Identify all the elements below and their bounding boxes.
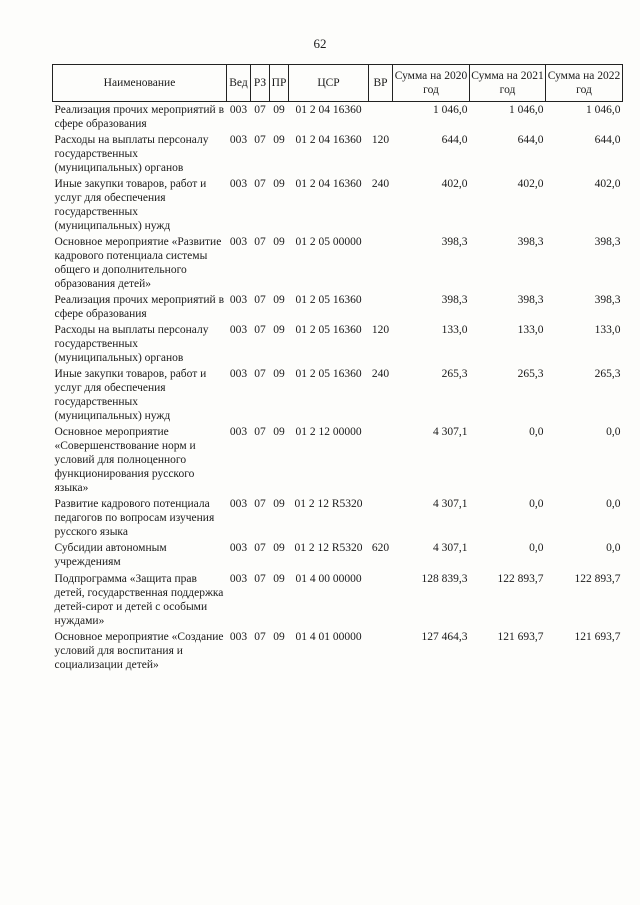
cell-csr: 01 2 05 00000 <box>295 236 362 249</box>
cell-pr: 09 <box>273 498 285 511</box>
cell-sum-2022: 1 046,0 <box>586 104 621 116</box>
table-row <box>53 292 623 322</box>
cell-rz: 07 <box>254 542 266 555</box>
cell-vr: 120 <box>371 134 390 147</box>
cell-sum-2020: 127 464,3 <box>421 630 468 643</box>
table-row <box>53 366 623 424</box>
cell-pr: 09 <box>273 294 285 307</box>
cell-sum-2022: 644,0 <box>594 134 621 147</box>
cell-ved: 003 <box>229 426 248 439</box>
cell-csr: 01 2 12 R5320 <box>294 498 363 511</box>
cell-sum-2020: 265,3 <box>441 368 468 381</box>
cell-sum-2022: 398,3 <box>594 294 621 307</box>
cell-sum-2022: 0,0 <box>606 426 621 439</box>
cell-rz: 07 <box>254 178 266 191</box>
cell-sum-2021: 121 693,7 <box>497 630 544 643</box>
cell-name: Иные закупки товаров, работ и услуг для обеспечения государственных (муниципальных) нужд <box>54 368 207 423</box>
cell-sum-2020: 398,3 <box>441 236 468 249</box>
cell-pr: 09 <box>273 178 285 191</box>
cell-ved: 003 <box>229 324 248 337</box>
header-ved: Вед <box>227 65 251 102</box>
cell-vr: 120 <box>371 324 390 337</box>
cell-csr: 01 2 04 16360 <box>295 134 362 147</box>
cell-sum-2021: 644,0 <box>517 134 544 147</box>
table-row <box>53 571 623 629</box>
header-rz: РЗ <box>251 65 270 102</box>
cell-name: Основное мероприятие «Совершенствование норм и условий для полноценного функционирования русского языка» <box>54 426 196 495</box>
cell-rz: 07 <box>254 368 266 381</box>
page-number: 62 <box>313 36 327 51</box>
cell-vr: 240 <box>371 368 390 381</box>
table-row <box>53 322 623 366</box>
cell-rz: 07 <box>254 498 266 511</box>
cell-ved: 003 <box>229 368 248 381</box>
cell-sum-2021: 402,0 <box>517 178 544 191</box>
cell-sum-2020: 128 839,3 <box>421 572 468 585</box>
table-row <box>53 424 623 496</box>
cell-sum-2021: 0,0 <box>529 426 544 439</box>
header-vr: ВР <box>369 65 393 102</box>
cell-sum-2020: 133,0 <box>441 324 468 337</box>
header-name: Наименование <box>53 65 227 102</box>
cell-rz: 07 <box>254 294 266 307</box>
cell-name: Подпрограмма «Защита прав детей, государственная поддержка детей-сирот и детей с особыми нуждами» <box>54 572 224 627</box>
cell-vr <box>369 571 393 629</box>
cell-sum-2020: 4 307,1 <box>433 542 468 555</box>
cell-rz: 07 <box>254 426 266 439</box>
header-pr: ПР <box>270 65 289 102</box>
header-sum-2020: Сумма на 2020 год <box>393 65 470 102</box>
cell-pr: 09 <box>273 368 285 381</box>
table-row <box>53 629 623 673</box>
cell-sum-2021: 133,0 <box>517 324 544 337</box>
cell-sum-2022: 0,0 <box>606 498 621 511</box>
cell-sum-2021: 398,3 <box>517 294 544 307</box>
cell-sum-2020: 4 307,1 <box>433 498 468 511</box>
cell-pr: 09 <box>273 572 285 585</box>
cell-vr <box>369 424 393 496</box>
cell-csr: 01 2 05 16360 <box>295 294 362 307</box>
cell-sum-2020: 4 307,1 <box>433 426 468 439</box>
cell-pr: 09 <box>273 104 285 116</box>
table-row <box>53 102 623 133</box>
cell-name: Иные закупки товаров, работ и услуг для обеспечения государственных (муниципальных) нужд <box>54 178 207 233</box>
budget-table <box>52 64 623 673</box>
cell-sum-2022: 133,0 <box>594 324 621 337</box>
cell-csr: 01 4 01 00000 <box>295 630 362 643</box>
cell-vr <box>369 292 393 322</box>
cell-ved: 003 <box>229 104 248 116</box>
cell-ved: 003 <box>229 294 248 307</box>
table-row <box>53 132 623 176</box>
cell-csr: 01 2 12 R5320 <box>294 542 363 555</box>
cell-rz: 07 <box>254 630 266 643</box>
cell-sum-2022: 398,3 <box>594 236 621 249</box>
cell-name: Развитие кадрового потенциала педагогов по вопросам изучения русского языка <box>54 498 215 539</box>
cell-rz: 07 <box>254 572 266 585</box>
cell-rz: 07 <box>254 236 266 249</box>
cell-ved: 003 <box>229 572 248 585</box>
cell-sum-2021: 398,3 <box>517 236 544 249</box>
table-row <box>53 176 623 234</box>
header-sum-2021: Сумма на 2021 год <box>470 65 546 102</box>
table-row <box>53 234 623 292</box>
cell-vr <box>369 496 393 540</box>
cell-csr: 01 2 12 00000 <box>295 426 362 439</box>
cell-csr: 01 2 04 16360 <box>295 104 362 116</box>
cell-sum-2022: 402,0 <box>594 178 621 191</box>
cell-sum-2022: 0,0 <box>606 542 621 555</box>
table-row <box>53 540 623 570</box>
cell-csr: 01 4 00 00000 <box>295 572 362 585</box>
cell-pr: 09 <box>273 630 285 643</box>
cell-sum-2020: 402,0 <box>441 178 468 191</box>
cell-sum-2021: 265,3 <box>517 368 544 381</box>
cell-sum-2022: 121 693,7 <box>574 630 621 643</box>
cell-rz: 07 <box>254 104 266 116</box>
cell-ved: 003 <box>229 178 248 191</box>
cell-pr: 09 <box>273 426 285 439</box>
cell-csr: 01 2 05 16360 <box>295 368 362 381</box>
cell-vr <box>369 102 393 133</box>
cell-name: Основное мероприятие «Создание условий для воспитания и социализации детей» <box>54 630 224 671</box>
cell-sum-2021: 1 046,0 <box>509 104 544 116</box>
table-body <box>53 102 623 673</box>
cell-name: Реализация прочих мероприятий в сфере образования <box>54 294 224 321</box>
cell-vr: 620 <box>371 542 390 555</box>
cell-vr <box>369 234 393 292</box>
cell-sum-2022: 122 893,7 <box>574 572 621 585</box>
cell-pr: 09 <box>273 134 285 147</box>
cell-name: Расходы на выплаты персоналу государственных (муниципальных) органов <box>54 134 209 175</box>
cell-vr: 240 <box>371 178 390 191</box>
cell-name: Расходы на выплаты персоналу государственных (муниципальных) органов <box>54 324 209 365</box>
cell-ved: 003 <box>229 542 248 555</box>
cell-sum-2020: 1 046,0 <box>433 104 468 116</box>
cell-vr <box>369 629 393 673</box>
cell-rz: 07 <box>254 134 266 147</box>
cell-rz: 07 <box>254 324 266 337</box>
cell-csr: 01 2 05 16360 <box>295 324 362 337</box>
table-row <box>53 496 623 540</box>
header-sum-2022: Сумма на 2022 год <box>546 65 623 102</box>
cell-sum-2020: 644,0 <box>441 134 468 147</box>
cell-sum-2021: 0,0 <box>529 498 544 511</box>
cell-ved: 003 <box>229 236 248 249</box>
header-csr: ЦСР <box>289 65 369 102</box>
cell-name: Основное мероприятие «Развитие кадрового потенциала системы общего и дополнительного образования детей» <box>54 236 222 291</box>
cell-ved: 003 <box>229 498 248 511</box>
cell-pr: 09 <box>273 542 285 555</box>
cell-sum-2021: 0,0 <box>529 542 544 555</box>
cell-name: Субсидии автономным учреждениям <box>54 542 167 569</box>
cell-pr: 09 <box>273 236 285 249</box>
cell-name: Реализация прочих мероприятий в сфере образования <box>54 104 224 131</box>
cell-pr: 09 <box>273 324 285 337</box>
cell-sum-2020: 398,3 <box>441 294 468 307</box>
table-header <box>53 65 623 102</box>
cell-sum-2021: 122 893,7 <box>497 572 544 585</box>
cell-ved: 003 <box>229 134 248 147</box>
cell-sum-2022: 265,3 <box>594 368 621 381</box>
cell-csr: 01 2 04 16360 <box>295 178 362 191</box>
cell-ved: 003 <box>229 630 248 643</box>
